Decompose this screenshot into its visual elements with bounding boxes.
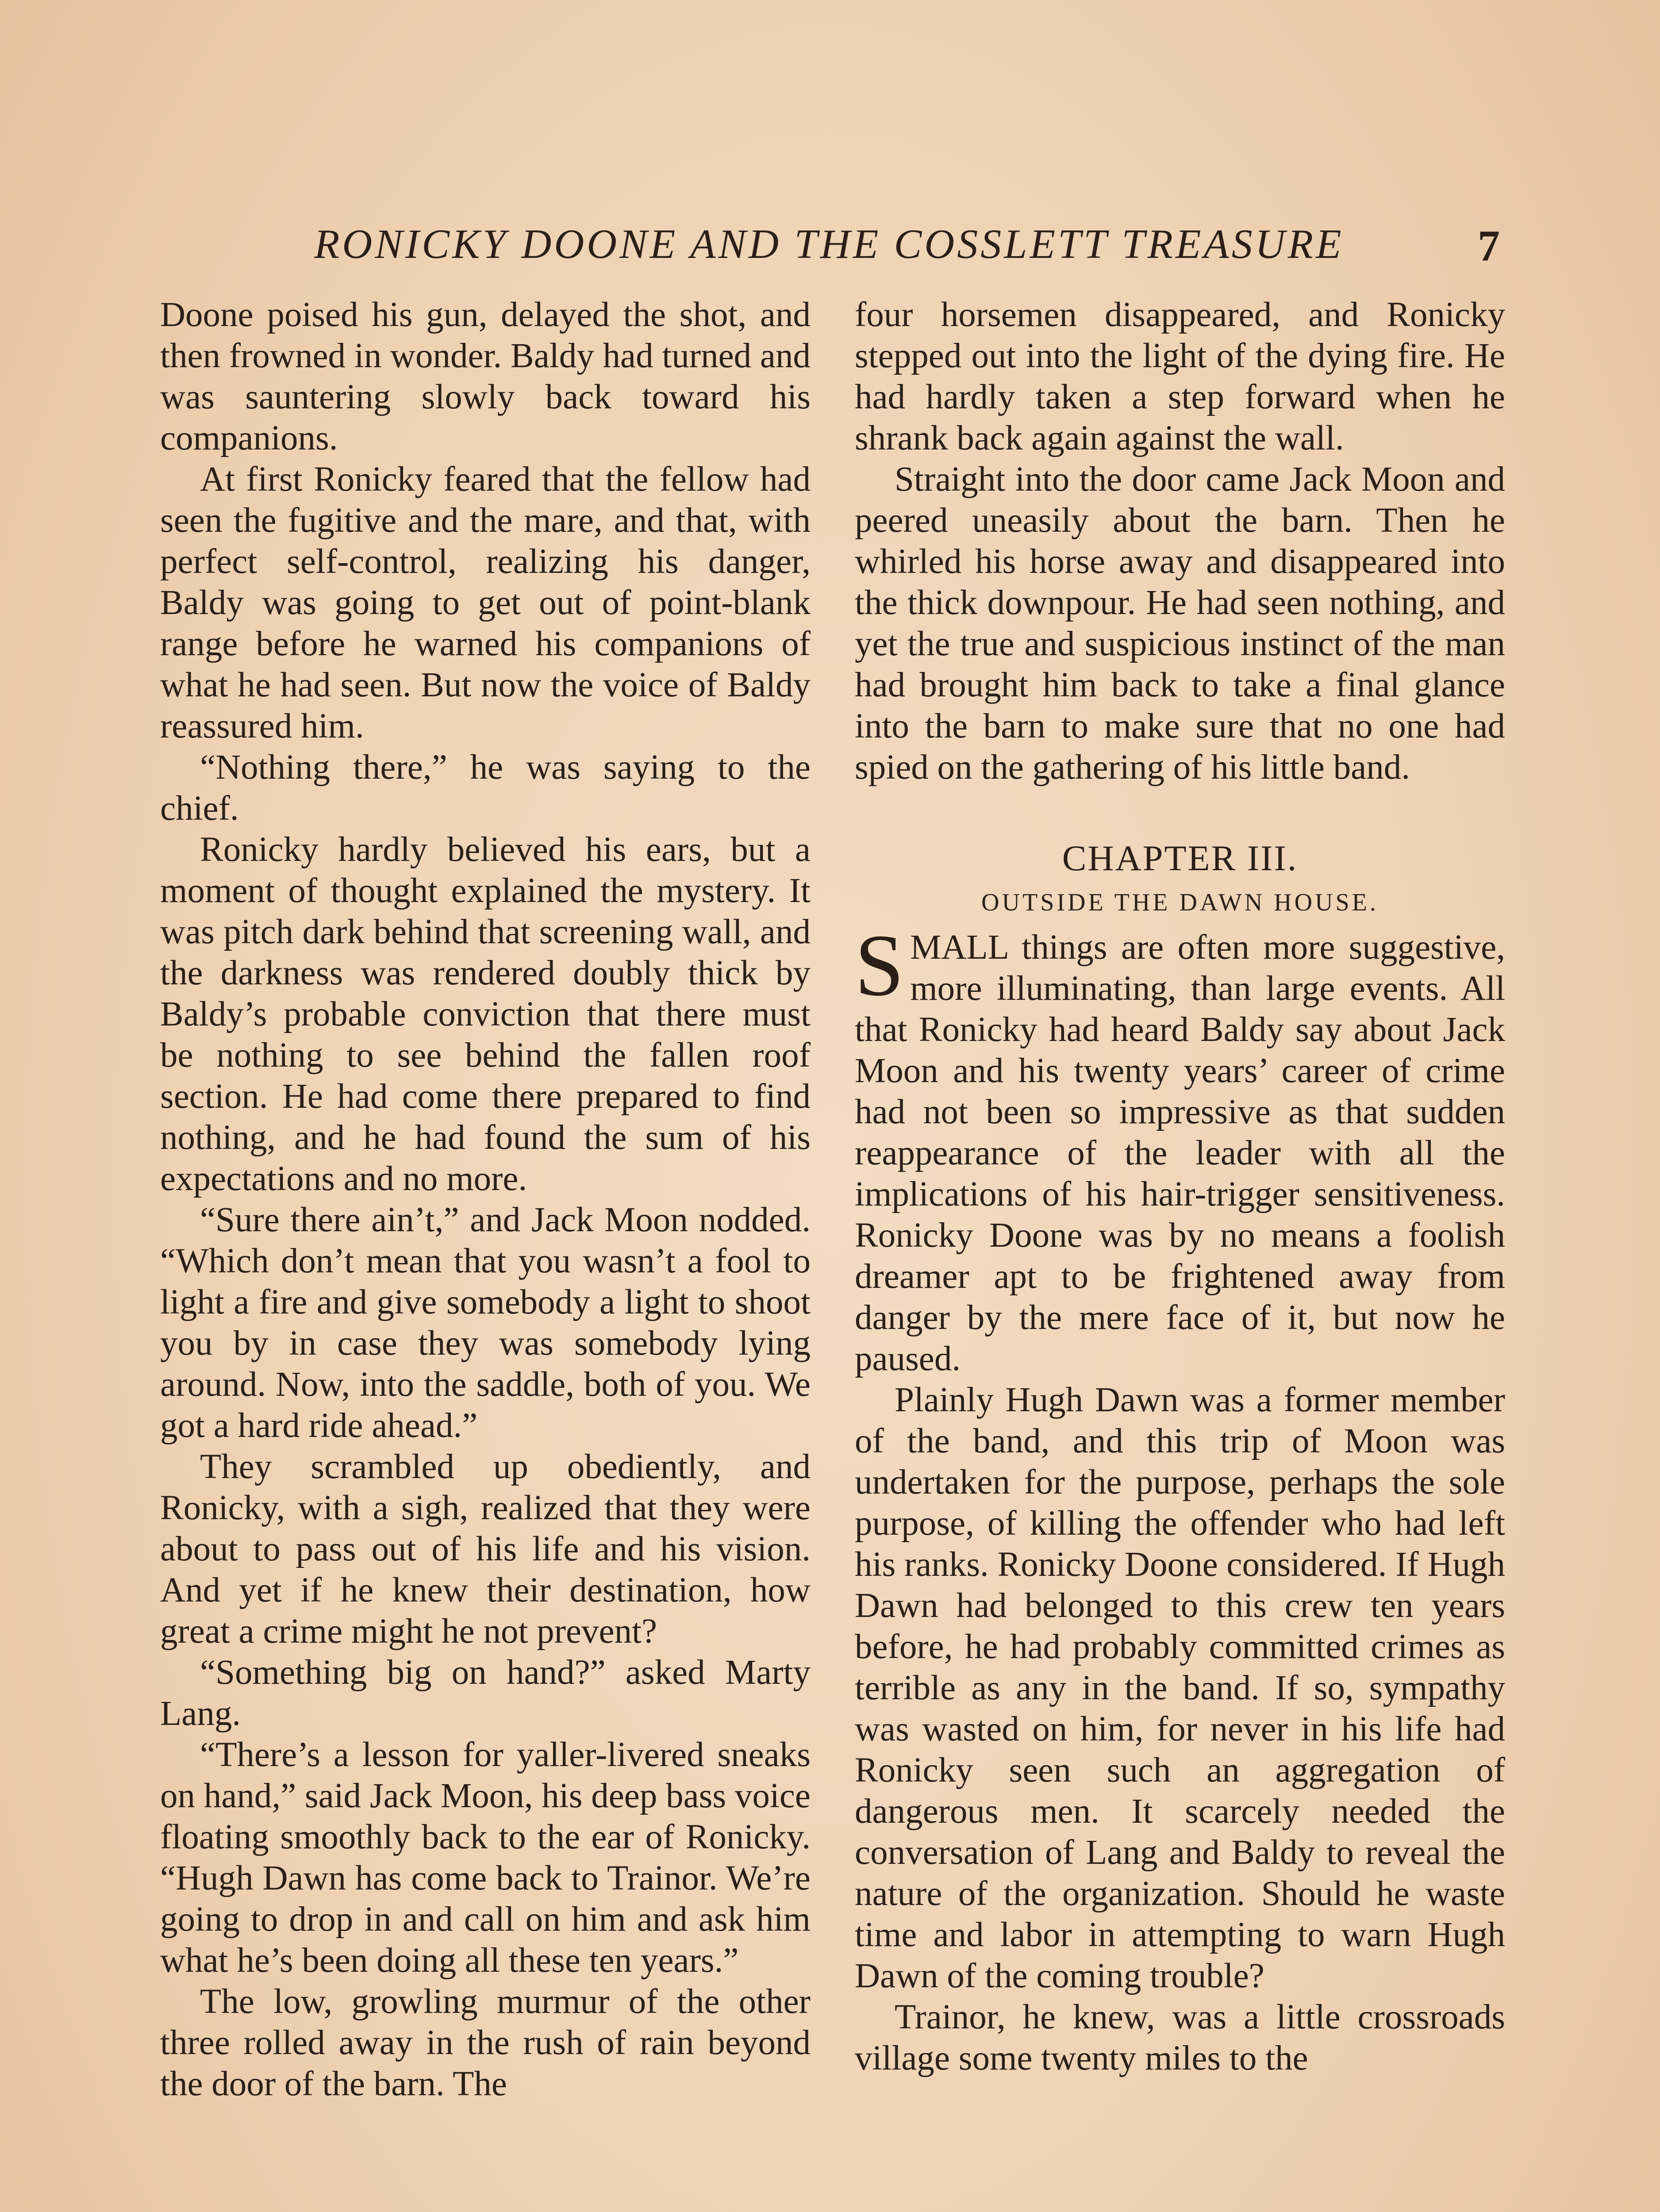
page-number: 7: [1478, 221, 1500, 270]
paragraph: four horsemen disappeared, and Ronicky stepped out into the light of the dying fire. He had hardly taken a step forward when he shrank back again against the wall.: [855, 296, 1505, 457]
paragraph: At first Ronicky feared that the fellow had seen the fugitive and the mare, and that, with perfect self-control, realizing his danger, Baldy was going to get out of point-blank range before he warned his companions of what he had seen. But now the voice of Baldy reassured him.: [160, 460, 811, 745]
running-title: RONICKY DOONE AND THE COSSLETT TREASURE: [314, 221, 1344, 267]
paragraph: Plainly Hugh Dawn was a former member of the band, and this trip of Moon was undertaken for the purpose, perhaps the sole purpose, of killing the offender who had left his ranks. Ronicky Doone considered. If Hugh Dawn had belonged to this crew ten years before, he had probably committed crimes as terrible as any in the band. If so, sympathy was wasted on him, for never in his life had Ronicky seen such an aggregation of dangerous men. It scarcely needed the conversation of Lang and Baldy to reveal the nature of the organization. Should he waste time and labor in attempting to warn Hugh Dawn of the coming trouble?: [855, 1381, 1505, 1995]
paragraph: “Something big on hand?” asked Marty Lang.: [160, 1653, 811, 1733]
chapter-subtitle: OUTSIDE THE DAWN HOUSE.: [981, 889, 1379, 916]
paragraph: They scrambled up obediently, and Ronicky, with a sigh, realized that they were about to pass out of his life and his vision. And yet if he knew their destination, how great a crime might he not prevent?: [160, 1448, 811, 1651]
paragraph: Doone poised his gun, delayed the shot, and then frowned in wonder. Baldy had turned and was sauntering slowly back toward his companions.: [160, 296, 811, 457]
chapter-opening-paragraph: [855, 917, 1505, 1379]
left-column: [160, 294, 811, 2104]
paragraph: Ronicky hardly believed his ears, but a moment of thought explained the mystery. It was pitch dark behind that screening wall, and the darkness was rendered doubly thick by Baldy’s probable conviction that there must be nothing to see behind the fallen roof section. He had come there prepared to find nothing, and he had found the sum of his expectations and no more.: [160, 830, 811, 1198]
opening-text: MALL things are often more suggestive, more illuminating, than large events. All that Ronicky had heard Baldy say about Jack Moon and his twenty years’ career of crime had not been so impressive as that sudden reappearance of the leader with all the implications of his hair-trigger sensitiveness. Ronicky Doone was by no means a foolish dreamer apt to be frightened away from danger by the mere face of it, but now he paused.: [855, 928, 1505, 1378]
paragraph: “Nothing there,” he was saying to the chief.: [160, 748, 811, 828]
paragraph: The low, growling murmur of the other three rolled away in the rush of rain beyond the door of the barn. The: [160, 1982, 811, 2103]
paragraph: “Sure there ain’t,” and Jack Moon nodded. “Which don’t mean that you wasn’t a fool to light a fire and give somebody a light to shoot you by in case they was somebody lying around. Now, into the saddle, both of you. We got a hard ride ahead.”: [160, 1201, 811, 1445]
page-header: [164, 211, 1500, 278]
paragraph: “There’s a lesson for yaller-livered sneaks on hand,” said Jack Moon, his deep bass voice floating smoothly back to the ear of Ronicky. “Hugh Dawn has come back to Trainor. We’re going to drop in and call on him and ask him what he’s been doing all these ten years.”: [160, 1736, 811, 1980]
paragraph: Trainor, he knew, was a little crossroads village some twenty miles to the: [855, 1998, 1505, 2078]
paragraph: Straight into the door came Jack Moon and peered uneasily about the barn. Then he whirled his horse away and disappeared into the thick downpour. He had seen nothing, and yet the true and suspicious instinct of the man had brought him back to take a final glance into the barn to make sure that no one had spied on the gathering of his little band.: [855, 460, 1505, 787]
chapter-title: CHAPTER III.: [1062, 838, 1298, 878]
drop-cap: S: [855, 917, 904, 1014]
right-column: [855, 294, 1505, 2079]
